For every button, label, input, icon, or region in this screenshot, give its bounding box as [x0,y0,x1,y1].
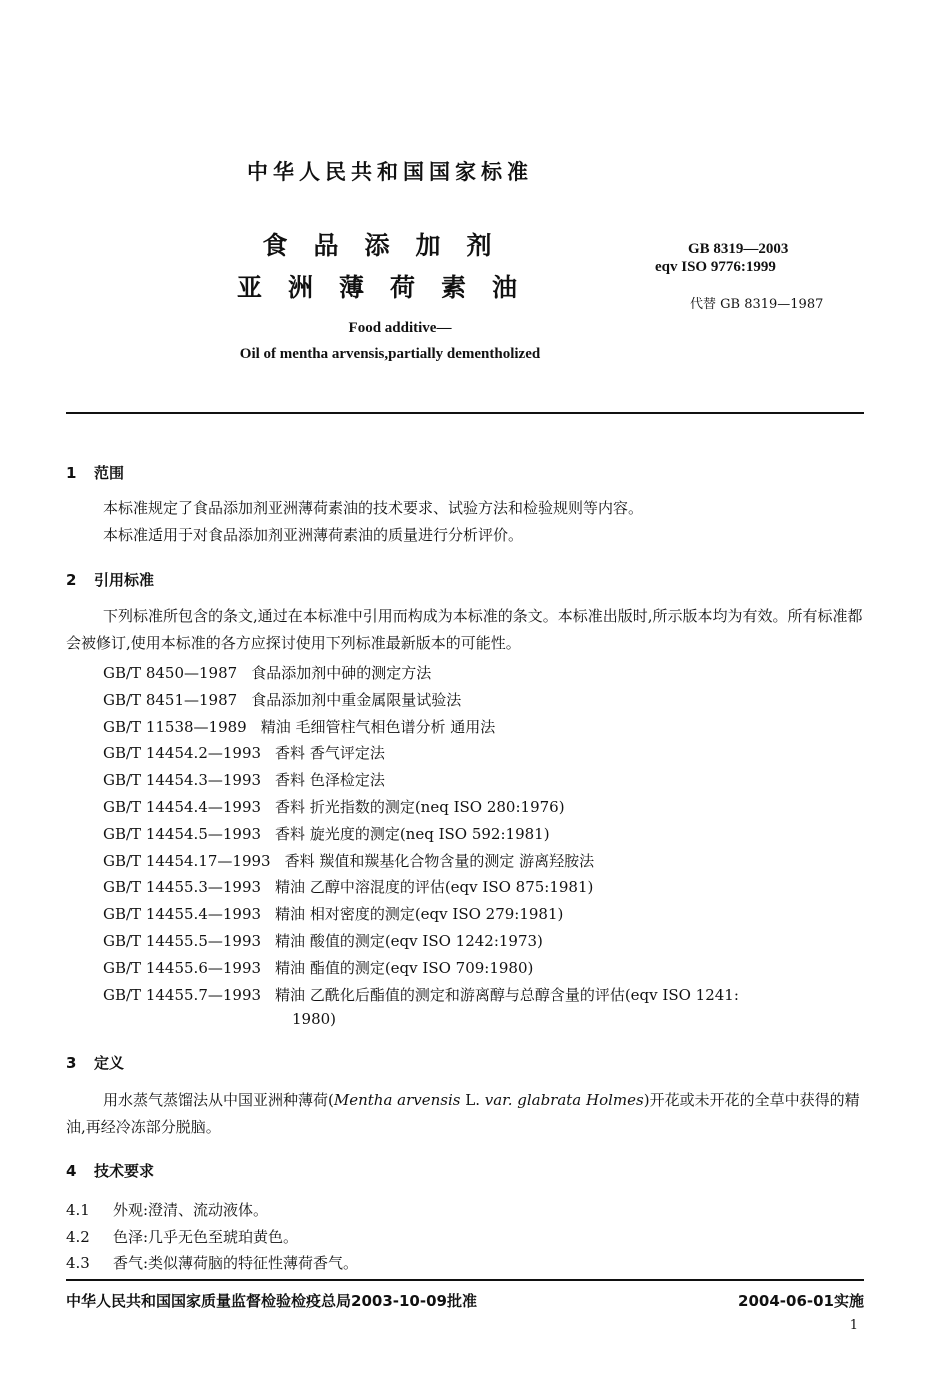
definition-text-before: 用水蒸气蒸馏法从中国亚洲种薄荷( [103,1091,334,1109]
reference-item [103,662,431,683]
national-standard-heading: 中华人民共和国国家标准 [247,160,533,184]
section-title: 定义 [94,1054,125,1072]
reference-title: 香料 香气评定法 [275,744,385,762]
reference-title: 精油 毛细管柱气相色谱分析 通用法 [260,718,496,736]
reference-code: GB/T 14455.5—1993 [103,932,262,950]
reference-title: 食品添加剂中重金属限量试验法 [251,691,462,709]
reference-title: 香料 色泽检定法 [275,771,385,789]
reference-title: 香料 旋光度的测定(neq ISO 592:1981) [275,825,550,843]
standard-equivalent: eqv ISO 9776:1999 [655,259,776,275]
requirement-number: 4.2 [66,1228,90,1246]
requirement-number: 4.1 [66,1201,90,1219]
reference-item [103,769,385,790]
requirement-number: 4.3 [66,1254,90,1272]
issuer-approval: 中华人民共和国国家质量监督检验检疫总局2003-10-09批准 [66,1292,477,1310]
latin-genus: Mentha arvensis [333,1091,461,1109]
standard-replaces: 代替 GB 8319—1987 [690,297,824,312]
section-number: 3 [66,1054,77,1072]
reference-item [103,716,495,737]
section-title: 范围 [94,464,125,482]
section-number: 1 [66,464,77,482]
definition-text-after: )开花或未开花的全草中获得的精油,再经冷冻部分脱脑。 [66,1091,860,1136]
references-intro: 下列标准所包含的条文,通过在本标准中引用而构成为本标准的条文。本标准出版时,所示版本均为有效。所有标准都会被修订,使用本标准的各方应探讨使用下列标准最新版本的可能性。 [66,607,863,652]
latin-variety: var. glabrata Holmes [484,1091,644,1109]
reference-title: 精油 乙醇中溶混度的评估(eqv ISO 875:1981) [275,878,594,896]
section-title: 技术要求 [94,1162,155,1180]
reference-code: GB/T 11538—1989 [103,718,247,736]
reference-code: GB/T 14454.5—1993 [103,825,262,843]
reference-code: GB/T 14455.6—1993 [103,959,262,977]
standard-number: GB 8319—2003 [688,241,789,257]
reference-item-continuation: 1980) [292,1010,337,1028]
reference-item [103,823,550,844]
definition-paragraph [66,1087,864,1141]
requirement-text: 香气:类似薄荷脑的特征性薄荷香气。 [113,1254,359,1272]
reference-item [103,984,739,1005]
requirement-item [66,1199,268,1220]
reference-item [103,876,593,897]
reference-title: 精油 酸值的测定(eqv ISO 1242:1973) [275,932,543,950]
reference-title: 精油 乙酰化后酯值的测定和游离醇与总醇含量的评估(eqv ISO 1241: [275,986,739,1004]
section-1-heading [66,462,124,483]
reference-item [103,689,461,710]
requirement-text: 色泽:几乎无色至琥珀黄色。 [113,1228,299,1246]
reference-item [103,850,594,871]
reference-title: 食品添加剂中砷的测定方法 [251,664,432,682]
reference-code: GB/T 14455.7—1993 [103,986,262,1004]
scope-paragraph-1: 本标准规定了食品添加剂亚洲薄荷素油的技术要求、试验方法和检验规则等内容。 [103,499,644,517]
scope-paragraph-2: 本标准适用于对食品添加剂亚洲薄荷素油的质量进行分析评价。 [103,526,524,544]
reference-code: GB/T 8451—1987 [103,691,238,709]
page-number: 1 [849,1318,858,1333]
title-chinese-line1: 食品添加剂 [262,231,518,260]
section-number: 2 [66,571,77,589]
title-english-line2: Oil of mentha arvensis,partially dementholized [239,346,541,362]
section-3-heading [66,1052,124,1073]
section-number: 4 [66,1162,77,1180]
reference-code: GB/T 14454.3—1993 [103,771,262,789]
reference-code: GB/T 14454.17—1993 [103,852,271,870]
reference-item [103,930,543,951]
reference-title: 香料 羰值和羰基化合物含量的测定 游离羟胺法 [284,852,595,870]
reference-item [103,957,533,978]
reference-code: GB/T 14454.2—1993 [103,744,262,762]
requirement-text: 外观:澄清、流动液体。 [113,1201,269,1219]
reference-title: 精油 相对密度的测定(eqv ISO 279:1981) [275,905,564,923]
reference-code: GB/T 8450—1987 [103,664,238,682]
reference-code: GB/T 14454.4—1993 [103,798,262,816]
section-4-heading [66,1160,154,1181]
title-english-line1: Food additive— [348,320,452,336]
footer-divider [66,1279,864,1281]
title-chinese-line2: 亚洲薄荷素油 [236,273,543,302]
reference-code: GB/T 14455.3—1993 [103,878,262,896]
effective-date: 2004-06-01实施 [738,1292,864,1310]
reference-title: 精油 酯值的测定(eqv ISO 709:1980) [275,959,534,977]
reference-item [103,796,565,817]
section-title: 引用标准 [94,571,155,589]
reference-title: 香料 折光指数的测定(neq ISO 280:1976) [275,798,565,816]
requirement-item [66,1226,298,1247]
section-2-heading [66,569,154,590]
requirement-item [66,1252,358,1273]
latin-author: L. [460,1091,485,1109]
reference-code: GB/T 14455.4—1993 [103,905,262,923]
header-divider [66,412,864,414]
reference-item [103,742,385,763]
reference-item [103,903,563,924]
